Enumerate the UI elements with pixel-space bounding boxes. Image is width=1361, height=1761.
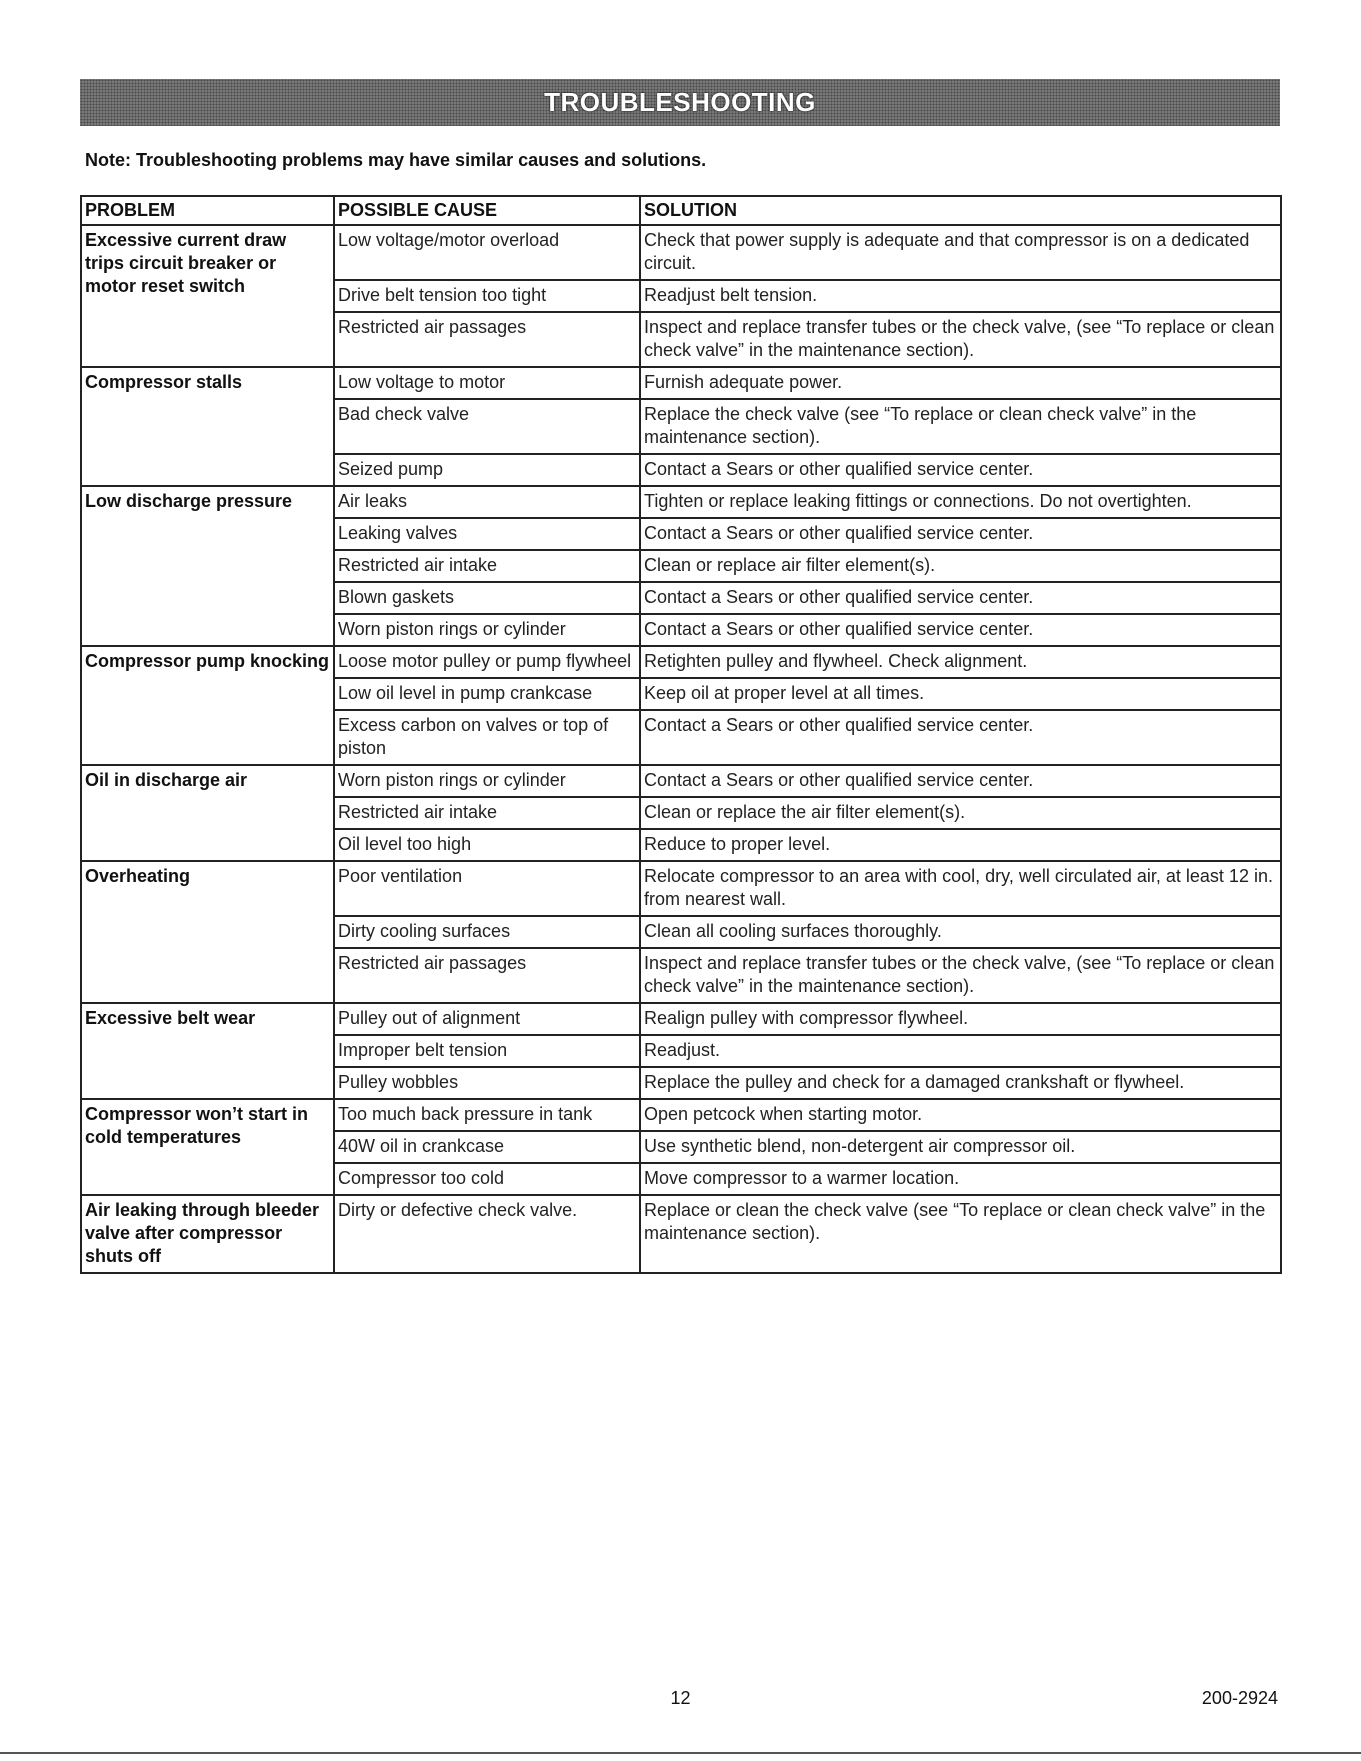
solution-cell: Replace the pulley and check for a damaged crankshaft or flywheel.	[640, 1067, 1281, 1099]
solution-cell: Readjust belt tension.	[640, 280, 1281, 312]
table-row	[81, 646, 1281, 678]
cause-cell: Pulley wobbles	[334, 1067, 640, 1099]
solution-cell: Contact a Sears or other qualified service center.	[640, 518, 1281, 550]
troubleshooting-table	[80, 195, 1282, 1274]
page-title: TROUBLESHOOTING	[544, 87, 816, 117]
cause-cell: Leaking valves	[334, 518, 640, 550]
document-code: 200-2924	[1201, 1688, 1278, 1708]
cause-cell: Poor ventilation	[334, 861, 640, 916]
solution-cell: Retighten pulley and flywheel. Check alignment.	[640, 646, 1281, 678]
cause-cell: Compressor too cold	[334, 1163, 640, 1195]
cause-cell: Blown gaskets	[334, 582, 640, 614]
cause-cell: Oil level too high	[334, 829, 640, 861]
table-row	[81, 367, 1281, 399]
cause-cell: Restricted air passages	[334, 948, 640, 1003]
cause-cell: Too much back pressure in tank	[334, 1099, 640, 1131]
solution-cell: Contact a Sears or other qualified service center.	[640, 454, 1281, 486]
table-row	[81, 225, 1281, 280]
column-header-problem: PROBLEM	[81, 196, 334, 225]
problem-cell: Excessive current draw trips circuit breaker or motor reset switch	[81, 225, 334, 367]
page-number: 12	[670, 1688, 691, 1708]
solution-cell: Tighten or replace leaking fittings or connections. Do not overtighten.	[640, 486, 1281, 518]
table-row	[81, 1003, 1281, 1035]
solution-cell: Keep oil at proper level at all times.	[640, 678, 1281, 710]
solution-cell: Furnish adequate power.	[640, 367, 1281, 399]
table-row	[81, 765, 1281, 797]
table-row	[81, 861, 1281, 916]
cause-cell: Pulley out of alignment	[334, 1003, 640, 1035]
solution-cell: Open petcock when starting motor.	[640, 1099, 1281, 1131]
problem-cell: Compressor pump knocking	[81, 646, 334, 765]
problem-cell: Overheating	[81, 861, 334, 1003]
cause-cell: Dirty or defective check valve.	[334, 1195, 640, 1273]
cause-cell: Drive belt tension too tight	[334, 280, 640, 312]
cause-cell: Worn piston rings or cylinder	[334, 614, 640, 646]
table-body	[81, 225, 1281, 1273]
problem-cell: Compressor stalls	[81, 367, 334, 486]
cause-cell: Low voltage to motor	[334, 367, 640, 399]
solution-cell: Realign pulley with compressor flywheel.	[640, 1003, 1281, 1035]
solution-cell: Replace or clean the check valve (see “To replace or clean check valve” in the maintenance section).	[640, 1195, 1281, 1273]
solution-cell: Clean all cooling surfaces thoroughly.	[640, 916, 1281, 948]
cause-cell: Excess carbon on valves or top of piston	[334, 710, 640, 765]
cause-cell: Seized pump	[334, 454, 640, 486]
cause-cell: 40W oil in crankcase	[334, 1131, 640, 1163]
table-row	[81, 1195, 1281, 1273]
solution-cell: Clean or replace air filter element(s).	[640, 550, 1281, 582]
solution-cell: Contact a Sears or other qualified service center.	[640, 765, 1281, 797]
note-text: Note: Troubleshooting problems may have similar causes and solutions.	[85, 150, 707, 170]
cause-cell: Air leaks	[334, 486, 640, 518]
table-row	[81, 486, 1281, 518]
cause-cell: Restricted air intake	[334, 550, 640, 582]
solution-cell: Use synthetic blend, non-detergent air compressor oil.	[640, 1131, 1281, 1163]
title-banner	[80, 79, 1280, 126]
solution-cell: Move compressor to a warmer location.	[640, 1163, 1281, 1195]
solution-cell: Relocate compressor to an area with cool, dry, well circulated air, at least 12 in. from nearest wall.	[640, 861, 1281, 916]
table-header-row	[81, 196, 1281, 225]
solution-cell: Replace the check valve (see “To replace or clean check valve” in the maintenance section).	[640, 399, 1281, 454]
problem-cell: Oil in discharge air	[81, 765, 334, 861]
problem-cell: Low discharge pressure	[81, 486, 334, 646]
problem-cell: Compressor won’t start in cold temperatures	[81, 1099, 334, 1195]
cause-cell: Dirty cooling surfaces	[334, 916, 640, 948]
cause-cell: Restricted air passages	[334, 312, 640, 367]
column-header-cause: POSSIBLE CAUSE	[334, 196, 640, 225]
cause-cell: Restricted air intake	[334, 797, 640, 829]
bottom-rule	[0, 1752, 1361, 1754]
cause-cell: Bad check valve	[334, 399, 640, 454]
cause-cell: Loose motor pulley or pump flywheel	[334, 646, 640, 678]
problem-cell: Excessive belt wear	[81, 1003, 334, 1099]
solution-cell: Contact a Sears or other qualified service center.	[640, 710, 1281, 765]
solution-cell: Inspect and replace transfer tubes or the check valve, (see “To replace or clean check valve” in the maintenance section).	[640, 948, 1281, 1003]
solution-cell: Contact a Sears or other qualified service center.	[640, 582, 1281, 614]
table-row	[81, 1099, 1281, 1131]
cause-cell: Worn piston rings or cylinder	[334, 765, 640, 797]
solution-cell: Contact a Sears or other qualified service center.	[640, 614, 1281, 646]
cause-cell: Improper belt tension	[334, 1035, 640, 1067]
problem-cell: Air leaking through bleeder valve after compressor shuts off	[81, 1195, 334, 1273]
solution-cell: Readjust.	[640, 1035, 1281, 1067]
solution-cell: Reduce to proper level.	[640, 829, 1281, 861]
column-header-solution: SOLUTION	[640, 196, 1281, 225]
solution-cell: Inspect and replace transfer tubes or the check valve, (see “To replace or clean check valve” in the maintenance section).	[640, 312, 1281, 367]
solution-cell: Clean or replace the air filter element(s).	[640, 797, 1281, 829]
cause-cell: Low voltage/motor overload	[334, 225, 640, 280]
cause-cell: Low oil level in pump crankcase	[334, 678, 640, 710]
solution-cell: Check that power supply is adequate and that compressor is on a dedicated circuit.	[640, 225, 1281, 280]
